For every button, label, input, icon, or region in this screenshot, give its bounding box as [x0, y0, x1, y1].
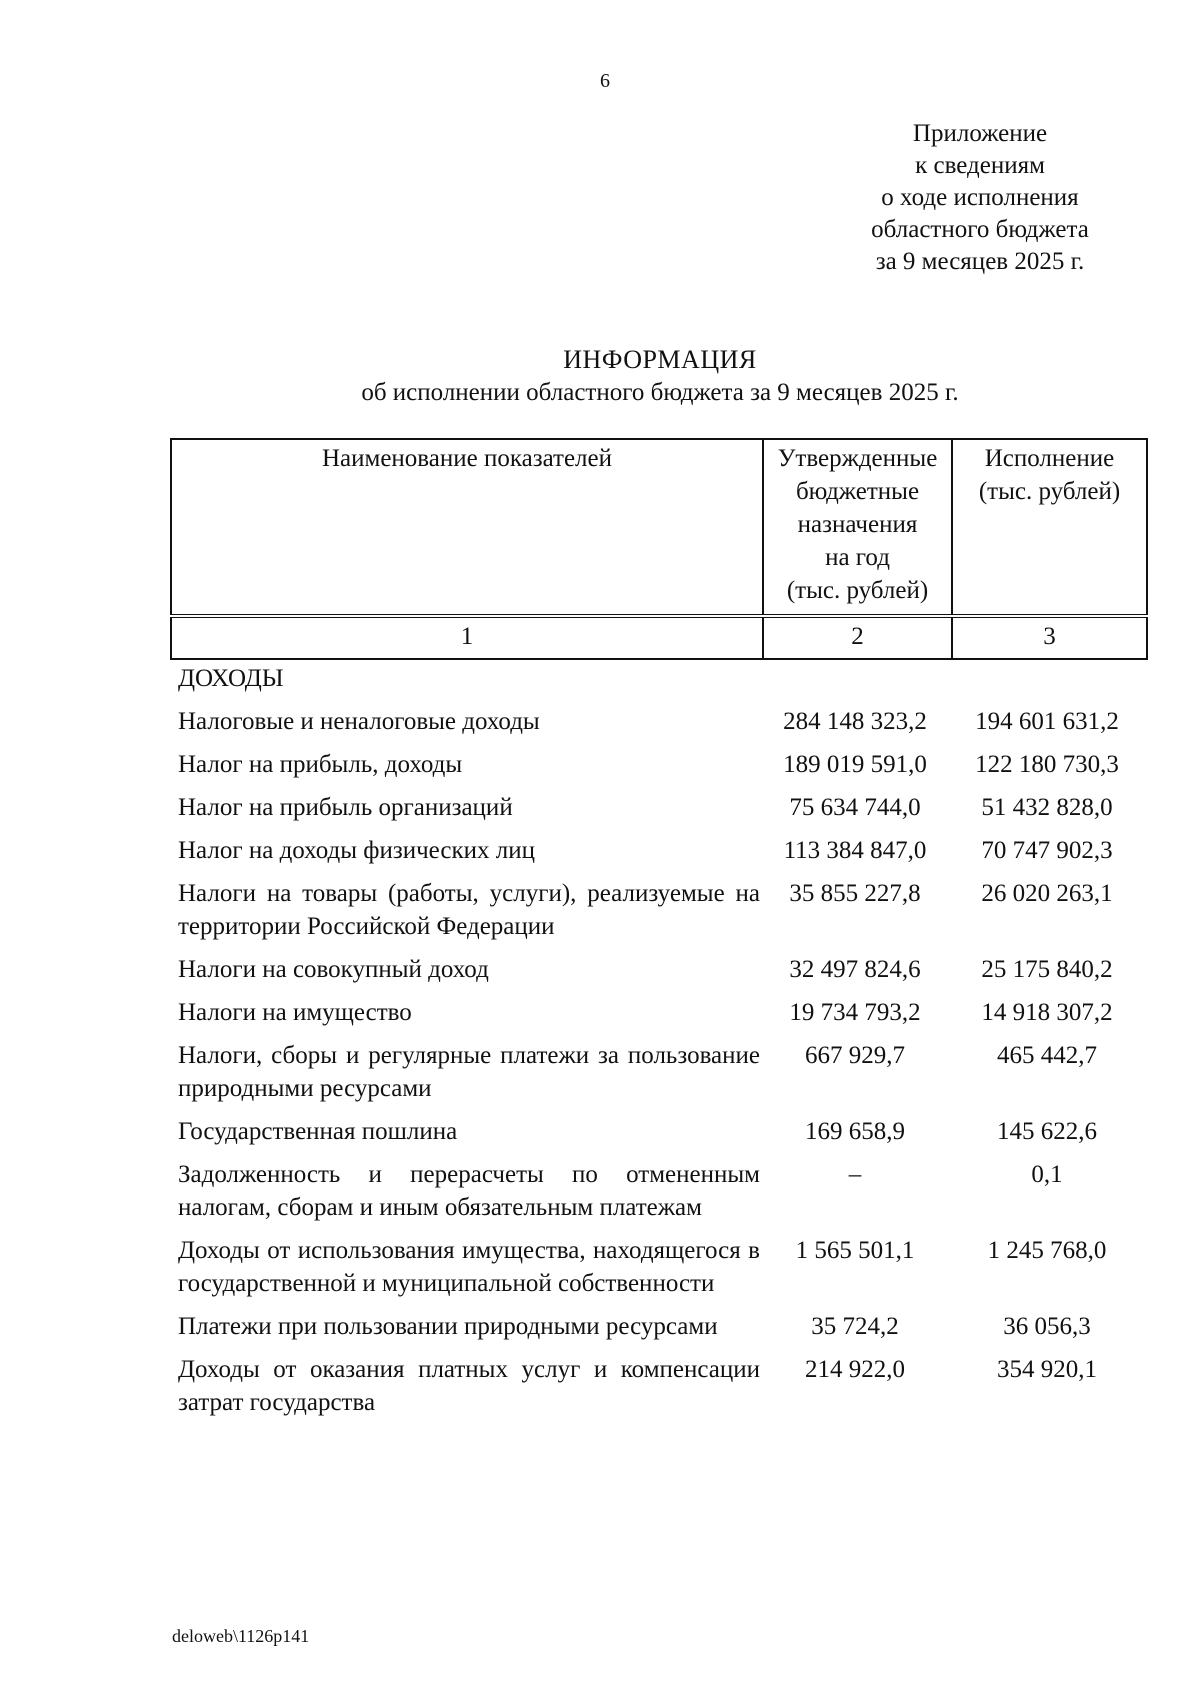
row-approved: 35 855 227,8 — [789, 880, 921, 907]
row-executed: 465 442,7 — [997, 1042, 1097, 1069]
document-subtitle: об исполнении областного бюджета за 9 месяцев 2025 г. — [361, 379, 959, 406]
column-number: 2 — [763, 616, 952, 659]
header-approved-line: бюджетные — [795, 478, 920, 505]
header-approved-line: (тыс. рублей) — [786, 577, 929, 604]
row-approved: 35 724,2 — [811, 1313, 899, 1340]
budget-table-body — [170, 662, 1144, 1419]
row-name: Налоги на совокупный доход — [178, 956, 489, 983]
appendix-line: Приложение — [912, 120, 1048, 147]
row-executed: 145 622,6 — [997, 1118, 1097, 1145]
row-executed: 0,1 — [1031, 1161, 1063, 1188]
row-name: Государственная пошлина — [178, 1118, 458, 1145]
row-executed: 14 918 307,2 — [981, 999, 1113, 1026]
header-executed — [952, 439, 1147, 616]
section-label: ДОХОДЫ — [178, 665, 284, 692]
row-approved: 667 929,7 — [805, 1042, 905, 1069]
row-approved: 169 658,9 — [805, 1118, 905, 1145]
row-executed: 1 245 768,0 — [987, 1237, 1107, 1264]
row-name: Налоговые и неналоговые доходы — [178, 708, 540, 735]
row-approved: 1 565 501,1 — [795, 1237, 915, 1264]
table-row — [170, 1039, 1144, 1105]
budget-table-header — [170, 438, 1148, 660]
appendix-note — [820, 118, 1140, 278]
table-row — [170, 791, 1144, 824]
row-executed: 122 180 730,3 — [975, 751, 1119, 778]
header-approved-line: Утвержденные — [777, 445, 938, 472]
page-number: 6 — [600, 70, 610, 92]
table-row — [170, 1158, 1144, 1224]
row-name: Платежи при пользовании природными ресурсами — [178, 1313, 718, 1340]
row-approved: 19 734 793,2 — [789, 999, 921, 1026]
header-executed-line: Исполнение — [984, 445, 1115, 472]
row-name: Налоги на товары (работы, услуги), реализуемые на территории Российской Федерации — [178, 880, 760, 940]
table-row — [170, 953, 1144, 986]
row-approved: 75 634 744,0 — [789, 794, 921, 821]
row-executed: 51 432 828,0 — [981, 794, 1113, 821]
column-number: 1 — [171, 616, 763, 659]
column-number: 3 — [952, 616, 1147, 659]
header-approved-line: назначения — [797, 511, 918, 538]
appendix-line: к сведениям — [915, 152, 1045, 179]
table-row — [170, 1310, 1144, 1343]
table-row — [170, 1353, 1144, 1419]
document-code: deloweb\1126p141 — [172, 1626, 310, 1646]
appendix-line: областного бюджета — [871, 216, 1089, 243]
table-row — [170, 705, 1144, 738]
table-row — [170, 1115, 1144, 1148]
row-executed: 26 020 263,1 — [981, 880, 1113, 907]
row-name: Налог на прибыль организаций — [178, 794, 513, 821]
row-approved: 214 922,0 — [805, 1356, 905, 1383]
row-approved: 284 148 323,2 — [783, 708, 927, 735]
row-executed: 25 175 840,2 — [981, 956, 1113, 983]
row-executed: 194 601 631,2 — [975, 708, 1119, 735]
table-row — [170, 834, 1144, 867]
row-executed: 354 920,1 — [997, 1356, 1097, 1383]
document-title: ИНФОРМАЦИЯ — [563, 345, 757, 374]
row-name: Налоги на имущество — [178, 999, 412, 1026]
table-row — [170, 748, 1144, 781]
row-name: Доходы от оказания платных услуг и компенсации затрат государства — [178, 1356, 760, 1416]
row-approved: 189 019 591,0 — [783, 751, 927, 778]
row-name: Налог на доходы физических лиц — [178, 837, 535, 864]
row-executed: 36 056,3 — [1003, 1313, 1091, 1340]
header-approved — [763, 439, 952, 616]
appendix-line: за 9 месяцев 2025 г. — [875, 248, 1085, 275]
row-name: Доходы от использования имущества, находящегося в государственной и муниципальной собственности — [178, 1237, 760, 1297]
row-approved: – — [848, 1161, 862, 1188]
table-row — [170, 1234, 1144, 1300]
header-executed-line: (тыс. рублей) — [978, 478, 1121, 505]
row-approved: 113 384 847,0 — [783, 837, 927, 864]
row-name: Налог на прибыль, доходы — [178, 751, 463, 778]
appendix-line: о ходе исполнения — [881, 184, 1079, 211]
row-name: Задолженность и перерасчеты по отмененным налогам, сборам и иным обязательным платежам — [178, 1161, 760, 1221]
header-name: Наименование показателей — [171, 439, 763, 616]
table-row — [170, 996, 1144, 1029]
table-row — [170, 877, 1144, 943]
row-approved: 32 497 824,6 — [789, 956, 921, 983]
row-name: Налоги, сборы и регулярные платежи за пользование природными ресурсами — [178, 1042, 760, 1102]
header-approved-line: на год — [825, 544, 890, 571]
row-executed: 70 747 902,3 — [981, 837, 1113, 864]
